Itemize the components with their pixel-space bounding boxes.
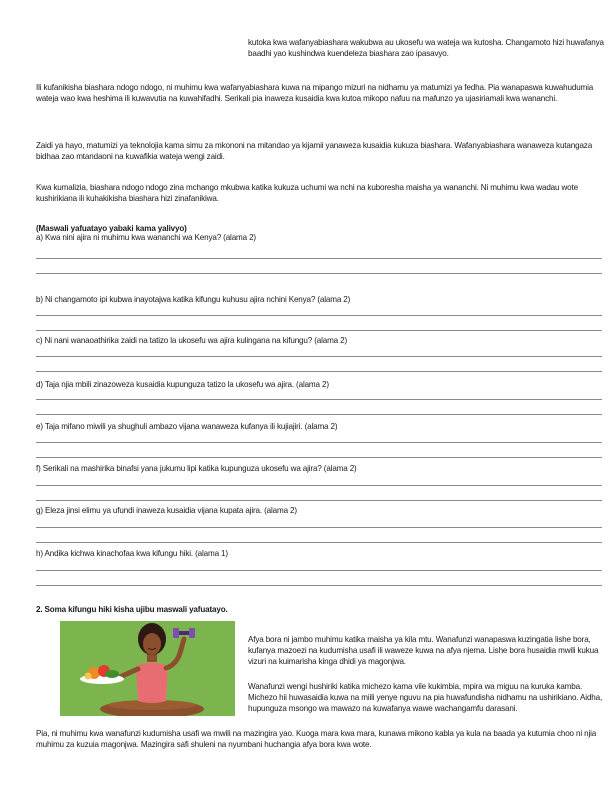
face [143, 633, 161, 655]
answer-line [36, 356, 602, 357]
question-e: e) Taja mifano miwili ya shughuli ambazo vijana wanaweza kufanya ili kujiajiri. (alama 2) [36, 422, 338, 431]
section-2-paragraph-1: Afya bora ni jambo muhimu katika maisha ya kila mtu. Wanafunzi wanapaswa kuzingatia lishe bora, kufanya mazoezi na kudumisha usafi ili waweze kuwa na afya njema. Lishe bora husaidia mwili kukua vizuri na kuimarisha kinga dhidi ya magonjwa. [248, 635, 599, 667]
section-2-paragraph-3: Pia, ni muhimu kwa wanafunzi kudumisha usafi wa mwili na mazingira yao. Kuoga mara kwa mara, kunawa mikono kabla ya kula na baada ya kutumia choo ni njia muhimu za kuzuia magonjwa. Mazingira safi shuleni na nyumbani huchangia afya bora kwa wote. [36, 729, 597, 750]
intro-continuation: kutoka kwa wafanyabiashara wakubwa au ukosefu wa wateja wa kutosha. Changamoto hizi huwafanya baadhi yao kushindwa kuendeleza biashara zao ipasavyo. [248, 38, 604, 59]
lettuce [105, 670, 119, 678]
answer-line [36, 542, 602, 543]
answer-line [36, 442, 602, 443]
healthy-woman-illustration [60, 621, 235, 716]
question-d: d) Taja njia mbili zinazoweza kusaidia kupunguza tatizo la ukosefu wa ajira. (alama 2) [36, 380, 329, 389]
answer-line [36, 585, 602, 586]
paragraph-1: Ili kufanikisha biashara ndogo ndogo, ni muhimu kwa wafanyabiashara kuwa na mipango mizuri na nidhamu ya matumizi ya fedha. Pia wanapaswa kuwahudumia wateja wao kwa heshima ili kuwavutia na kuwahifadhi. Serikali pia inaweza kusaidia kwa kutoa mikopo nafuu na mafunzo ya ujasiriamali kwa wananchi. [36, 83, 594, 104]
question-a: a) Kwa nini ajira ni muhimu kwa wananchi wa Kenya? (alama 2) [36, 233, 256, 242]
answer-line [36, 315, 602, 316]
answer-line [36, 570, 602, 571]
answer-line [36, 500, 602, 501]
pink-top [136, 663, 168, 704]
questions-heading: (Maswali yafuatayo yabaki kama yalivyo) [36, 224, 187, 233]
dumbbell-weight-left [173, 628, 179, 638]
question-c: c) Ni nani wanaoathirika zaidi na tatizo la ukosefu wa ajira kulingana na kifungu? (alama 2) [36, 336, 348, 345]
section-2-paragraph-2: Wanafunzi wengi hushiriki katika michezo kama vile kukimbia, mpira wa miguu na kuruka kamba. Michezo hii huwasaidia kuwa na miili yenye nguvu na pia huwafundisha nidhamu na ushirikiano. Aidha, hupunguza msongo wa mawazo na kuwafanya wawe wachangamfu darasani. [248, 682, 603, 714]
question-g: g) Eleza jinsi elimu ya ufundi inaweza kusaidia vijana kupata ajira. (alama 2) [36, 506, 297, 515]
answer-line [36, 527, 602, 528]
paragraph-2: Zaidi ya hayo, matumizi ya teknolojia kama simu za mkononi na mitandao ya kijamii yanaweza kusaidia kukuza biashara. Wafanyabiashara wanaweza kutangaza bidhaa zao mtandaoni na kuwafikia wateja wengi zaidi. [36, 141, 593, 162]
answer-line [36, 258, 602, 259]
lemon [85, 673, 92, 680]
paragraph-3: Kwa kumalizia, biashara ndogo ndogo zina mchango mkubwa katika kukuza uchumi wa nchi na kuboresha maisha ya wananchi. Ni muhimu kwa wadau wote kushirikiana ili kuhakikisha biashara hizi zinafanikiwa. [36, 183, 578, 204]
question-f: f) Serikali na mashirika binafsi yana jukumu lipi katika kupunguza ukosefu wa ajira? (alama 2) [36, 464, 357, 473]
question-b: b) Ni changamoto ipi kubwa inayotajwa katika kifungu kuhusu ajira nchini Kenya? (alama 2) [36, 295, 351, 304]
answer-line [36, 399, 602, 400]
answer-line [36, 485, 602, 486]
dumbbell-weight-right [189, 628, 195, 638]
section-2-heading: 2. Soma kifungu hiki kisha ujibu maswali yafuatayo. [36, 605, 228, 614]
answer-line [36, 371, 602, 372]
answer-line [36, 414, 602, 415]
answer-line [36, 330, 602, 331]
answer-line [36, 273, 602, 274]
illustration-svg [60, 621, 235, 716]
answer-line [36, 457, 602, 458]
question-h: h) Andika kichwa kinachofaa kwa kifungu hiki. (alama 1) [36, 549, 228, 558]
